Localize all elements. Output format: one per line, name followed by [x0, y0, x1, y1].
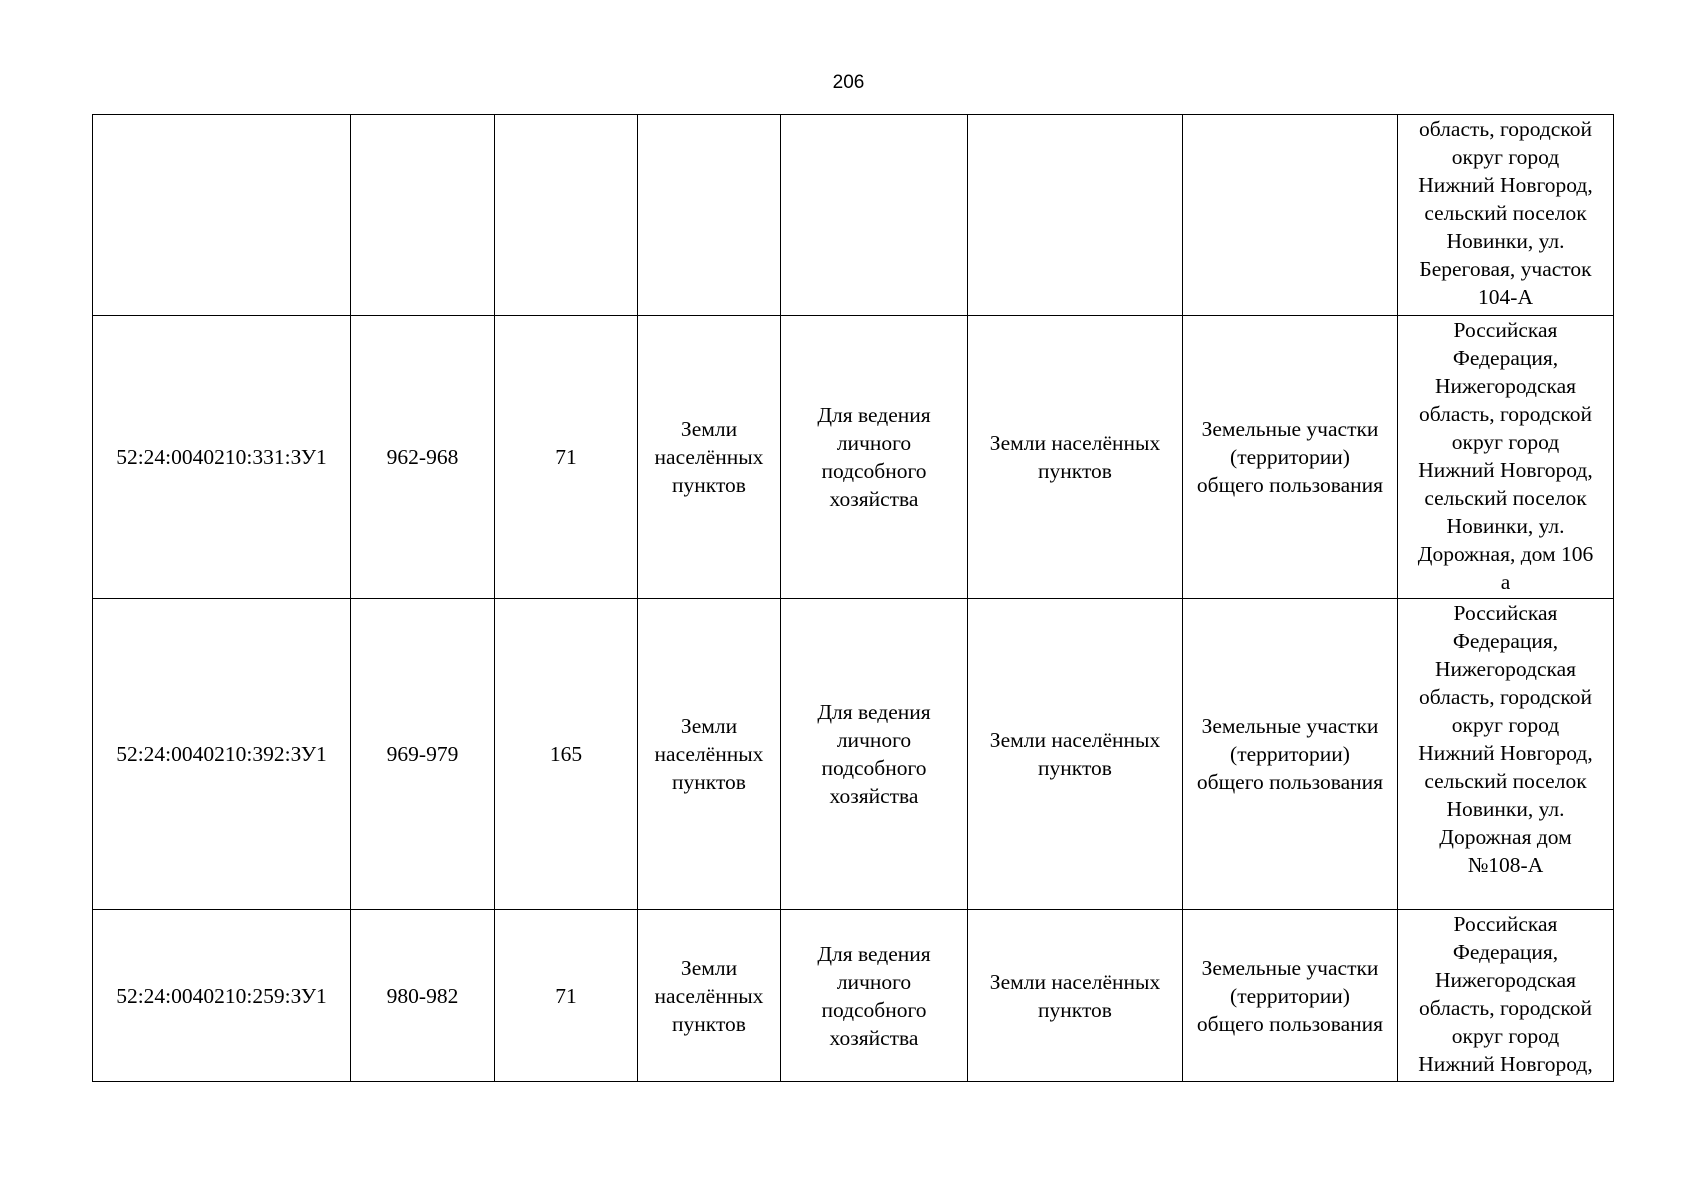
address-cell: область, городской округ город Нижний Новгород, сельский поселок Новинки, ул. Береговая, участок 104-А	[1398, 115, 1614, 316]
address-cell: Российская Федерация, Нижегородская область, городской округ город Нижний Новгород, сельский поселок Новинки, ул. Дорожная, дом 106 а	[1398, 316, 1614, 599]
address-cell: Российская Федерация, Нижегородская область, городской округ город Нижний Новгород, сельский поселок Новинки, ул. Дорожная дом №108-А	[1398, 599, 1614, 910]
point-numbers-cell: 962-968	[351, 316, 495, 599]
area-cell: 71	[495, 316, 638, 599]
area-cell	[495, 115, 638, 316]
territorial-zone-cell: Земли населённых пунктов	[968, 599, 1183, 910]
point-numbers-cell: 969-979	[351, 599, 495, 910]
table-row	[93, 910, 1614, 1082]
permitted-use-cell: Для ведения личного подсобного хозяйства	[781, 910, 968, 1082]
table-row	[93, 599, 1614, 910]
page-number: 206	[832, 72, 865, 93]
table-row	[93, 316, 1614, 599]
territorial-zone-cell	[968, 115, 1183, 316]
land-category-cell	[638, 115, 781, 316]
land-category-cell: Земли населённых пунктов	[638, 316, 781, 599]
area-cell: 71	[495, 910, 638, 1082]
cadastral-number-cell: 52:24:0040210:392:ЗУ1	[93, 599, 351, 910]
land-category-cell: Земли населённых пунктов	[638, 599, 781, 910]
public-use-cell: Земельные участки (территории) общего пользования	[1183, 316, 1398, 599]
public-use-cell: Земельные участки (территории) общего пользования	[1183, 599, 1398, 910]
land-category-cell: Земли населённых пунктов	[638, 910, 781, 1082]
territorial-zone-cell: Земли населённых пунктов	[968, 316, 1183, 599]
public-use-cell	[1183, 115, 1398, 316]
public-use-cell: Земельные участки (территории) общего пользования	[1183, 910, 1398, 1082]
permitted-use-cell	[781, 115, 968, 316]
area-cell: 165	[495, 599, 638, 910]
address-cell: Российская Федерация, Нижегородская область, городской округ город Нижний Новгород,	[1398, 910, 1614, 1082]
point-numbers-cell: 980-982	[351, 910, 495, 1082]
permitted-use-cell: Для ведения личного подсобного хозяйства	[781, 599, 968, 910]
land-plots-table	[92, 114, 1614, 1082]
cadastral-number-cell	[93, 115, 351, 316]
cadastral-number-cell: 52:24:0040210:331:ЗУ1	[93, 316, 351, 599]
territorial-zone-cell: Земли населённых пунктов	[968, 910, 1183, 1082]
permitted-use-cell: Для ведения личного подсобного хозяйства	[781, 316, 968, 599]
table-row	[93, 115, 1614, 316]
cadastral-number-cell: 52:24:0040210:259:ЗУ1	[93, 910, 351, 1082]
point-numbers-cell	[351, 115, 495, 316]
